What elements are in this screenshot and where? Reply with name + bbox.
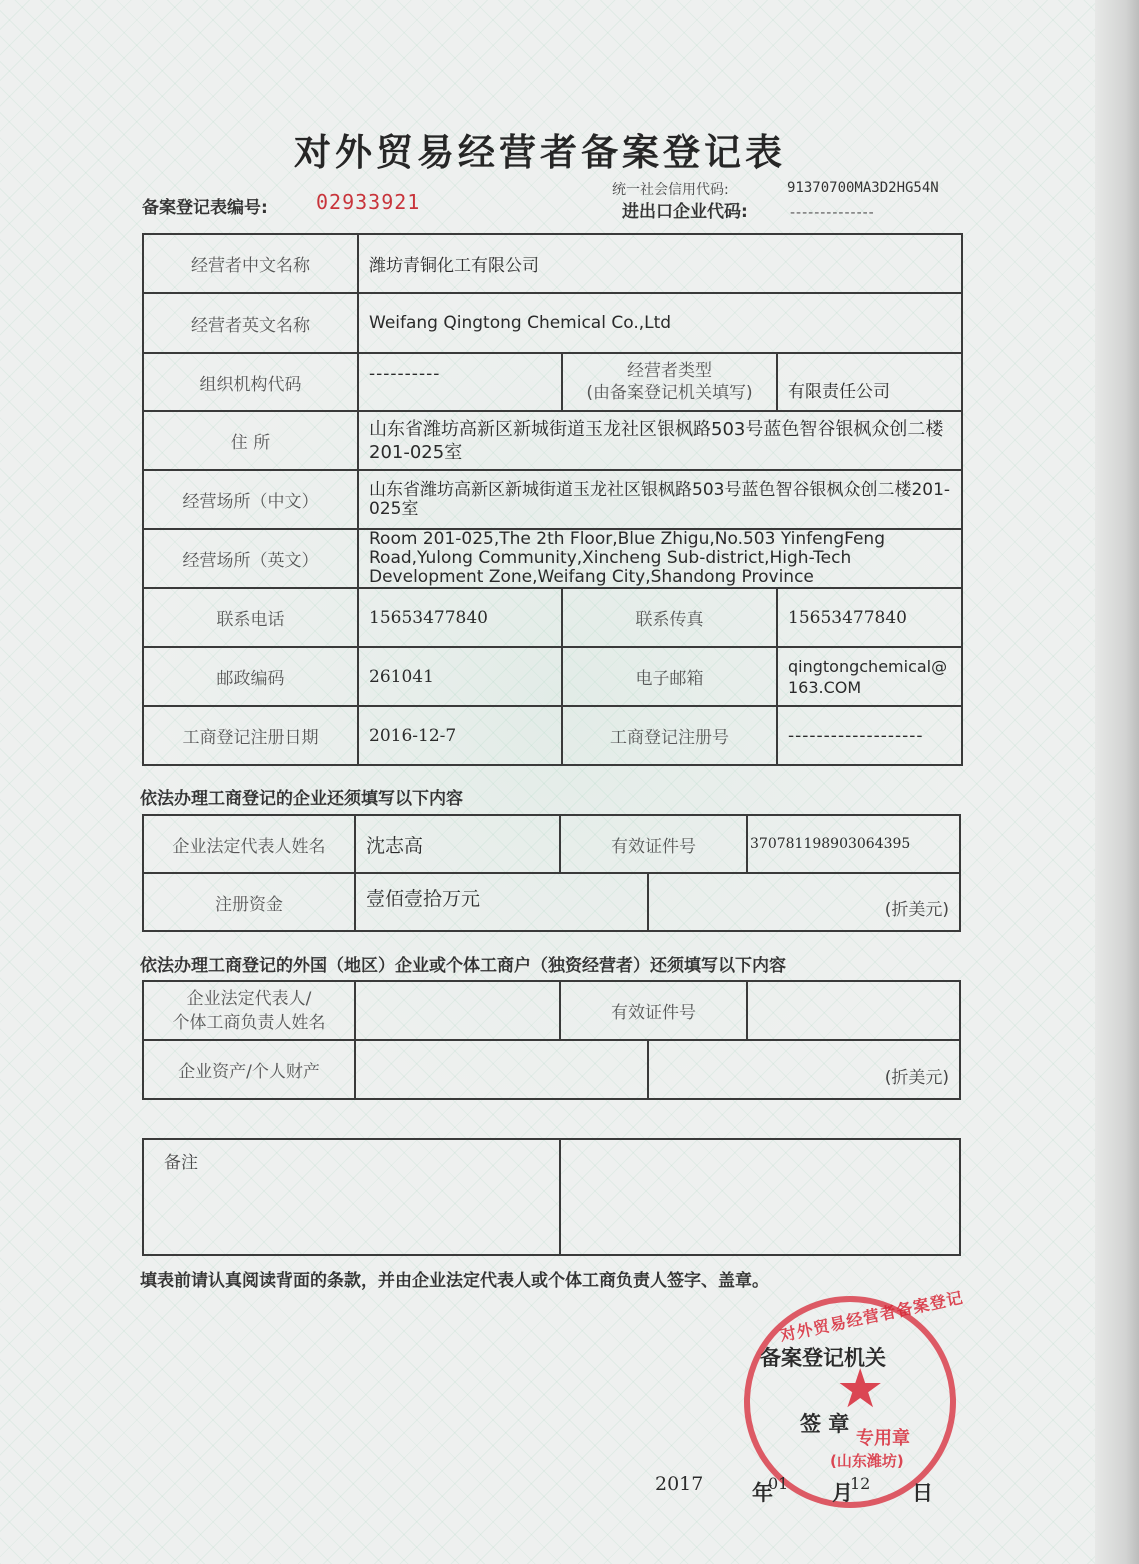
section-foreign-heading: 依法办理工商登记的外国（地区）企业或个体工商户（独资经营者）还须填写以下内容 [140, 956, 786, 976]
serial-number: 02933921 [316, 190, 421, 214]
cn-name-value: 潍坊青铜化工有限公司 [358, 234, 962, 293]
cn-name-label: 经营者中文名称 [143, 234, 358, 293]
org-code-value: ---------- [358, 353, 562, 411]
seal-text-top: 对外贸易经营者备案登记 [778, 1287, 966, 1346]
residence-label: 住 所 [143, 411, 358, 470]
remarks-table [142, 1138, 961, 1256]
operator-type-value: 有限责任公司 [777, 353, 962, 411]
foreign-rep-label-line2: 个体工商负责人姓名 [172, 1012, 326, 1033]
id-number-value: 370781198903064395 [747, 815, 960, 873]
assets-label: 企业资产/个人财产 [143, 1040, 355, 1099]
table-row [143, 1040, 960, 1099]
table-row [143, 529, 962, 588]
date-day-unit: 日 [912, 1481, 933, 1505]
place-en-label: 经营场所（英文） [143, 529, 358, 588]
seal-text-bottom: 专用章 [856, 1428, 910, 1449]
table-row [143, 588, 962, 647]
table-row [143, 1139, 960, 1255]
table-row [143, 411, 962, 470]
table-row [143, 647, 962, 706]
fax-label: 联系传真 [562, 588, 777, 647]
email-value: qingtongchemical@163.COM [777, 647, 962, 706]
page-edge-shadow [1095, 0, 1139, 1564]
serial-label: 备案登记表编号: [142, 198, 268, 218]
registration-authority: 备案登记机关 [760, 1346, 886, 1370]
en-name-value: Weifang Qingtong Chemical Co.,Ltd [358, 293, 962, 353]
enterprise-table [142, 814, 961, 932]
foreign-table [142, 980, 961, 1100]
foreign-id-value [747, 981, 960, 1040]
seal-text-place: (山东潍坊) [830, 1452, 904, 1470]
operator-info-table [142, 233, 963, 766]
operator-type-note: (由备案登记机关填写) [586, 383, 753, 403]
form-title: 对外贸易经营者备案登记表 [294, 131, 786, 174]
capital-value: 壹佰壹拾万元 [355, 873, 648, 931]
date-year: 2017 [655, 1473, 704, 1495]
table-row [143, 815, 960, 873]
date-month: 01 [768, 1474, 789, 1493]
operator-type-title: 经营者类型 [627, 361, 712, 381]
operator-type-label [562, 353, 777, 411]
section-enterprise-heading: 依法办理工商登记的企业还须填写以下内容 [140, 789, 463, 809]
capital-usd-label: (折美元) [648, 873, 960, 931]
postal-value: 261041 [358, 647, 562, 706]
table-row [143, 873, 960, 931]
reg-date-value: 2016-12-7 [358, 706, 562, 765]
table-row [143, 353, 962, 411]
id-number-label: 有效证件号 [560, 815, 747, 873]
legal-rep-label: 企业法定代表人姓名 [143, 815, 355, 873]
assets-value [355, 1040, 648, 1099]
foreign-id-label: 有效证件号 [560, 981, 747, 1040]
phone-label: 联系电话 [143, 588, 358, 647]
reg-no-value: ------------------- [777, 706, 962, 765]
date-month-unit: 月 [832, 1481, 853, 1505]
table-row [143, 293, 962, 353]
reg-date-label: 工商登记注册日期 [143, 706, 358, 765]
org-code-label: 组织机构代码 [143, 353, 358, 411]
phone-value: 15653477840 [358, 588, 562, 647]
place-cn-label: 经营场所（中文） [143, 470, 358, 529]
legal-rep-value: 沈志高 [355, 815, 560, 873]
table-row [143, 981, 960, 1040]
table-row [143, 470, 962, 529]
date-day: 12 [850, 1474, 871, 1493]
credit-code-value: 91370700MA3D2HG54N [787, 180, 939, 196]
assets-usd-label: (折美元) [648, 1040, 960, 1099]
seal-caption: 签 章 [800, 1412, 850, 1436]
table-row [143, 234, 962, 293]
signing-notice: 填表前请认真阅读背面的条款，并由企业法定代表人或个体工商负责人签字、盖章。 [140, 1271, 769, 1291]
place-cn-value: 山东省潍坊高新区新城街道玉龙社区银枫路503号蓝色智谷银枫众创二楼201-025室 [358, 470, 962, 529]
email-label: 电子邮箱 [562, 647, 777, 706]
remarks-value [560, 1139, 960, 1255]
place-en-value: Room 201-025,The 2th Floor,Blue Zhigu,No.503 YinfengFeng Road,Yulong Community,Xincheng Sub-district,High-Tech Development Zone,Weifang City,Shandong Province [358, 529, 962, 588]
ie-code-label: 进出口企业代码: [622, 202, 748, 222]
foreign-rep-label [143, 981, 355, 1040]
residence-value: 山东省潍坊高新区新城街道玉龙社区银枫路503号蓝色智谷银枫众创二楼201-025室 [358, 411, 962, 470]
foreign-rep-label-line1: 企业法定代表人/ [186, 988, 312, 1009]
credit-code-label: 统一社会信用代码: [612, 182, 729, 198]
foreign-rep-value [355, 981, 560, 1040]
capital-label: 注册资金 [143, 873, 355, 931]
date-year-unit: 年 [752, 1481, 773, 1505]
postal-label: 邮政编码 [143, 647, 358, 706]
reg-no-label: 工商登记注册号 [562, 706, 777, 765]
ie-code-value: -------------- [790, 205, 875, 221]
table-row [143, 706, 962, 765]
remarks-label: 备注 [143, 1139, 560, 1255]
fax-value: 15653477840 [777, 588, 962, 647]
seal-star-icon: ★ [836, 1357, 885, 1420]
en-name-label: 经营者英文名称 [143, 293, 358, 353]
